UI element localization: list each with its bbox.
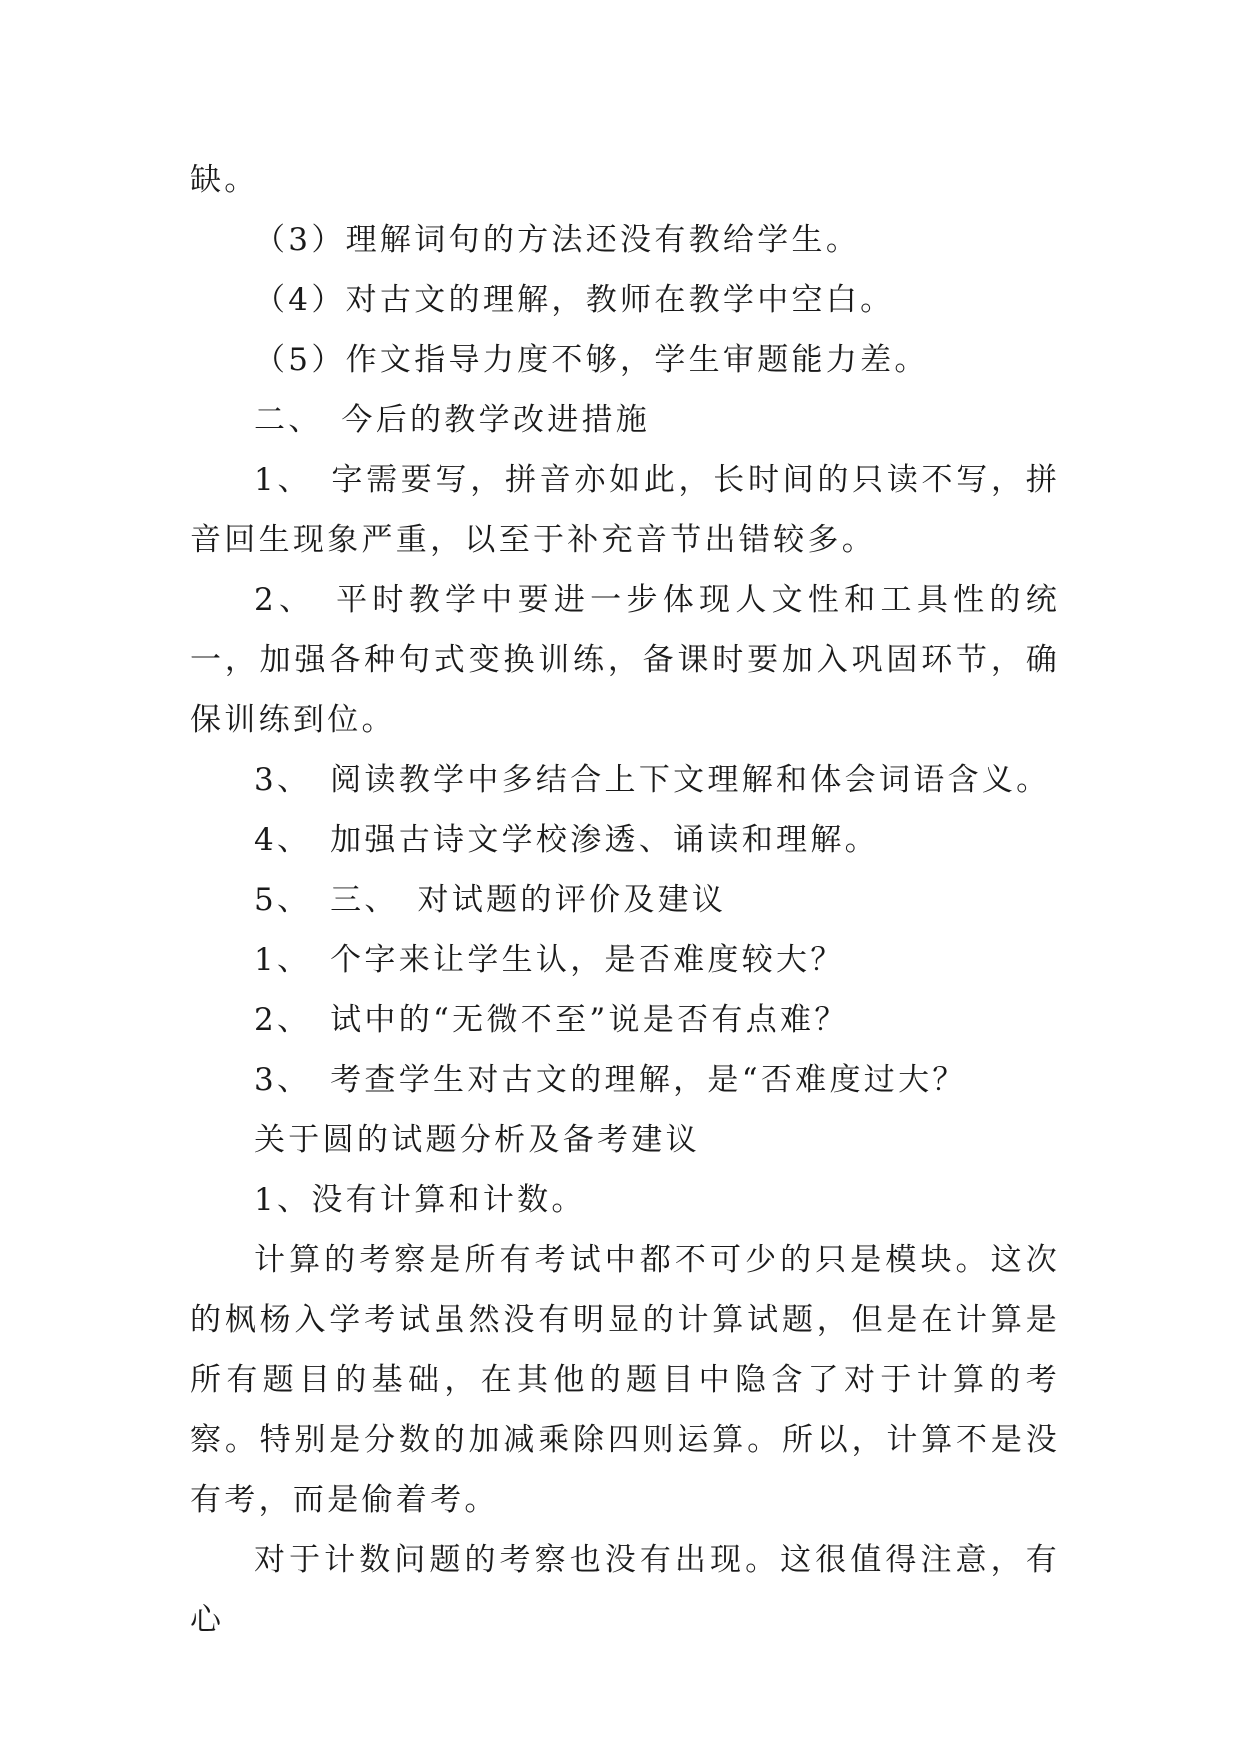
paragraph-evaluation-1: 1、 个字来让学生认，是否难度较大？ xyxy=(254,942,845,978)
paragraph-continuation: 缺。 xyxy=(190,162,259,198)
document-page xyxy=(190,150,1060,1650)
section-heading-evaluation: 5、 三、 对试题的评价及建议 xyxy=(254,882,727,918)
paragraph-improvement-1: 1、 字需要写，拼音亦如此，长时间的只读不写，拼音回生现象严重，以至于补充音节出错较多。 xyxy=(190,462,1060,558)
paragraph-improvement-4: 4、 加强古诗文学校渗透、诵读和理解。 xyxy=(254,822,879,858)
section-heading-circle-analysis: 关于圆的试题分析及备考建议 xyxy=(254,1122,700,1158)
paragraph-improvement-3: 3、 阅读教学中多结合上下文理解和体会词语含义。 xyxy=(254,762,1051,798)
paragraph-counting: 对于计数问题的考察也没有出现。这很值得注意，有心 xyxy=(190,1542,1060,1638)
paragraph-calculation: 计算的考察是所有考试中都不可少的只是模块。这次的枫杨入学考试虽然没有明显的计算试题，但是在计算是所有题目的基础，在其他的题目中隐含了对于计算的考察。特别是分数的加减乘除四则运算。所以，计算不是没有考，而是偷着考。 xyxy=(190,1242,1060,1518)
paragraph-item-4: （4）对古文的理解，教师在教学中空白。 xyxy=(254,282,895,318)
paragraph-item-3: （3）理解词句的方法还没有教给学生。 xyxy=(254,222,861,258)
section-heading-improvements: 二、 今后的教学改进措施 xyxy=(254,402,651,438)
paragraph-item-5: （5）作文指导力度不够，学生审题能力差。 xyxy=(254,342,929,378)
paragraph-evaluation-3: 3、 考查学生对古文的理解，是“否难度过大？ xyxy=(254,1062,967,1098)
paragraph-improvement-2: 2、 平时教学中要进一步体现人文性和工具性的统一，加强各种句式变换训练，备课时要加入巩固环节，确保训练到位。 xyxy=(190,582,1060,738)
paragraph-circle-1: 1、没有计算和计数。 xyxy=(254,1182,586,1218)
paragraph-evaluation-2: 2、 试中的“无微不至”说是否有点难？ xyxy=(254,1002,849,1038)
